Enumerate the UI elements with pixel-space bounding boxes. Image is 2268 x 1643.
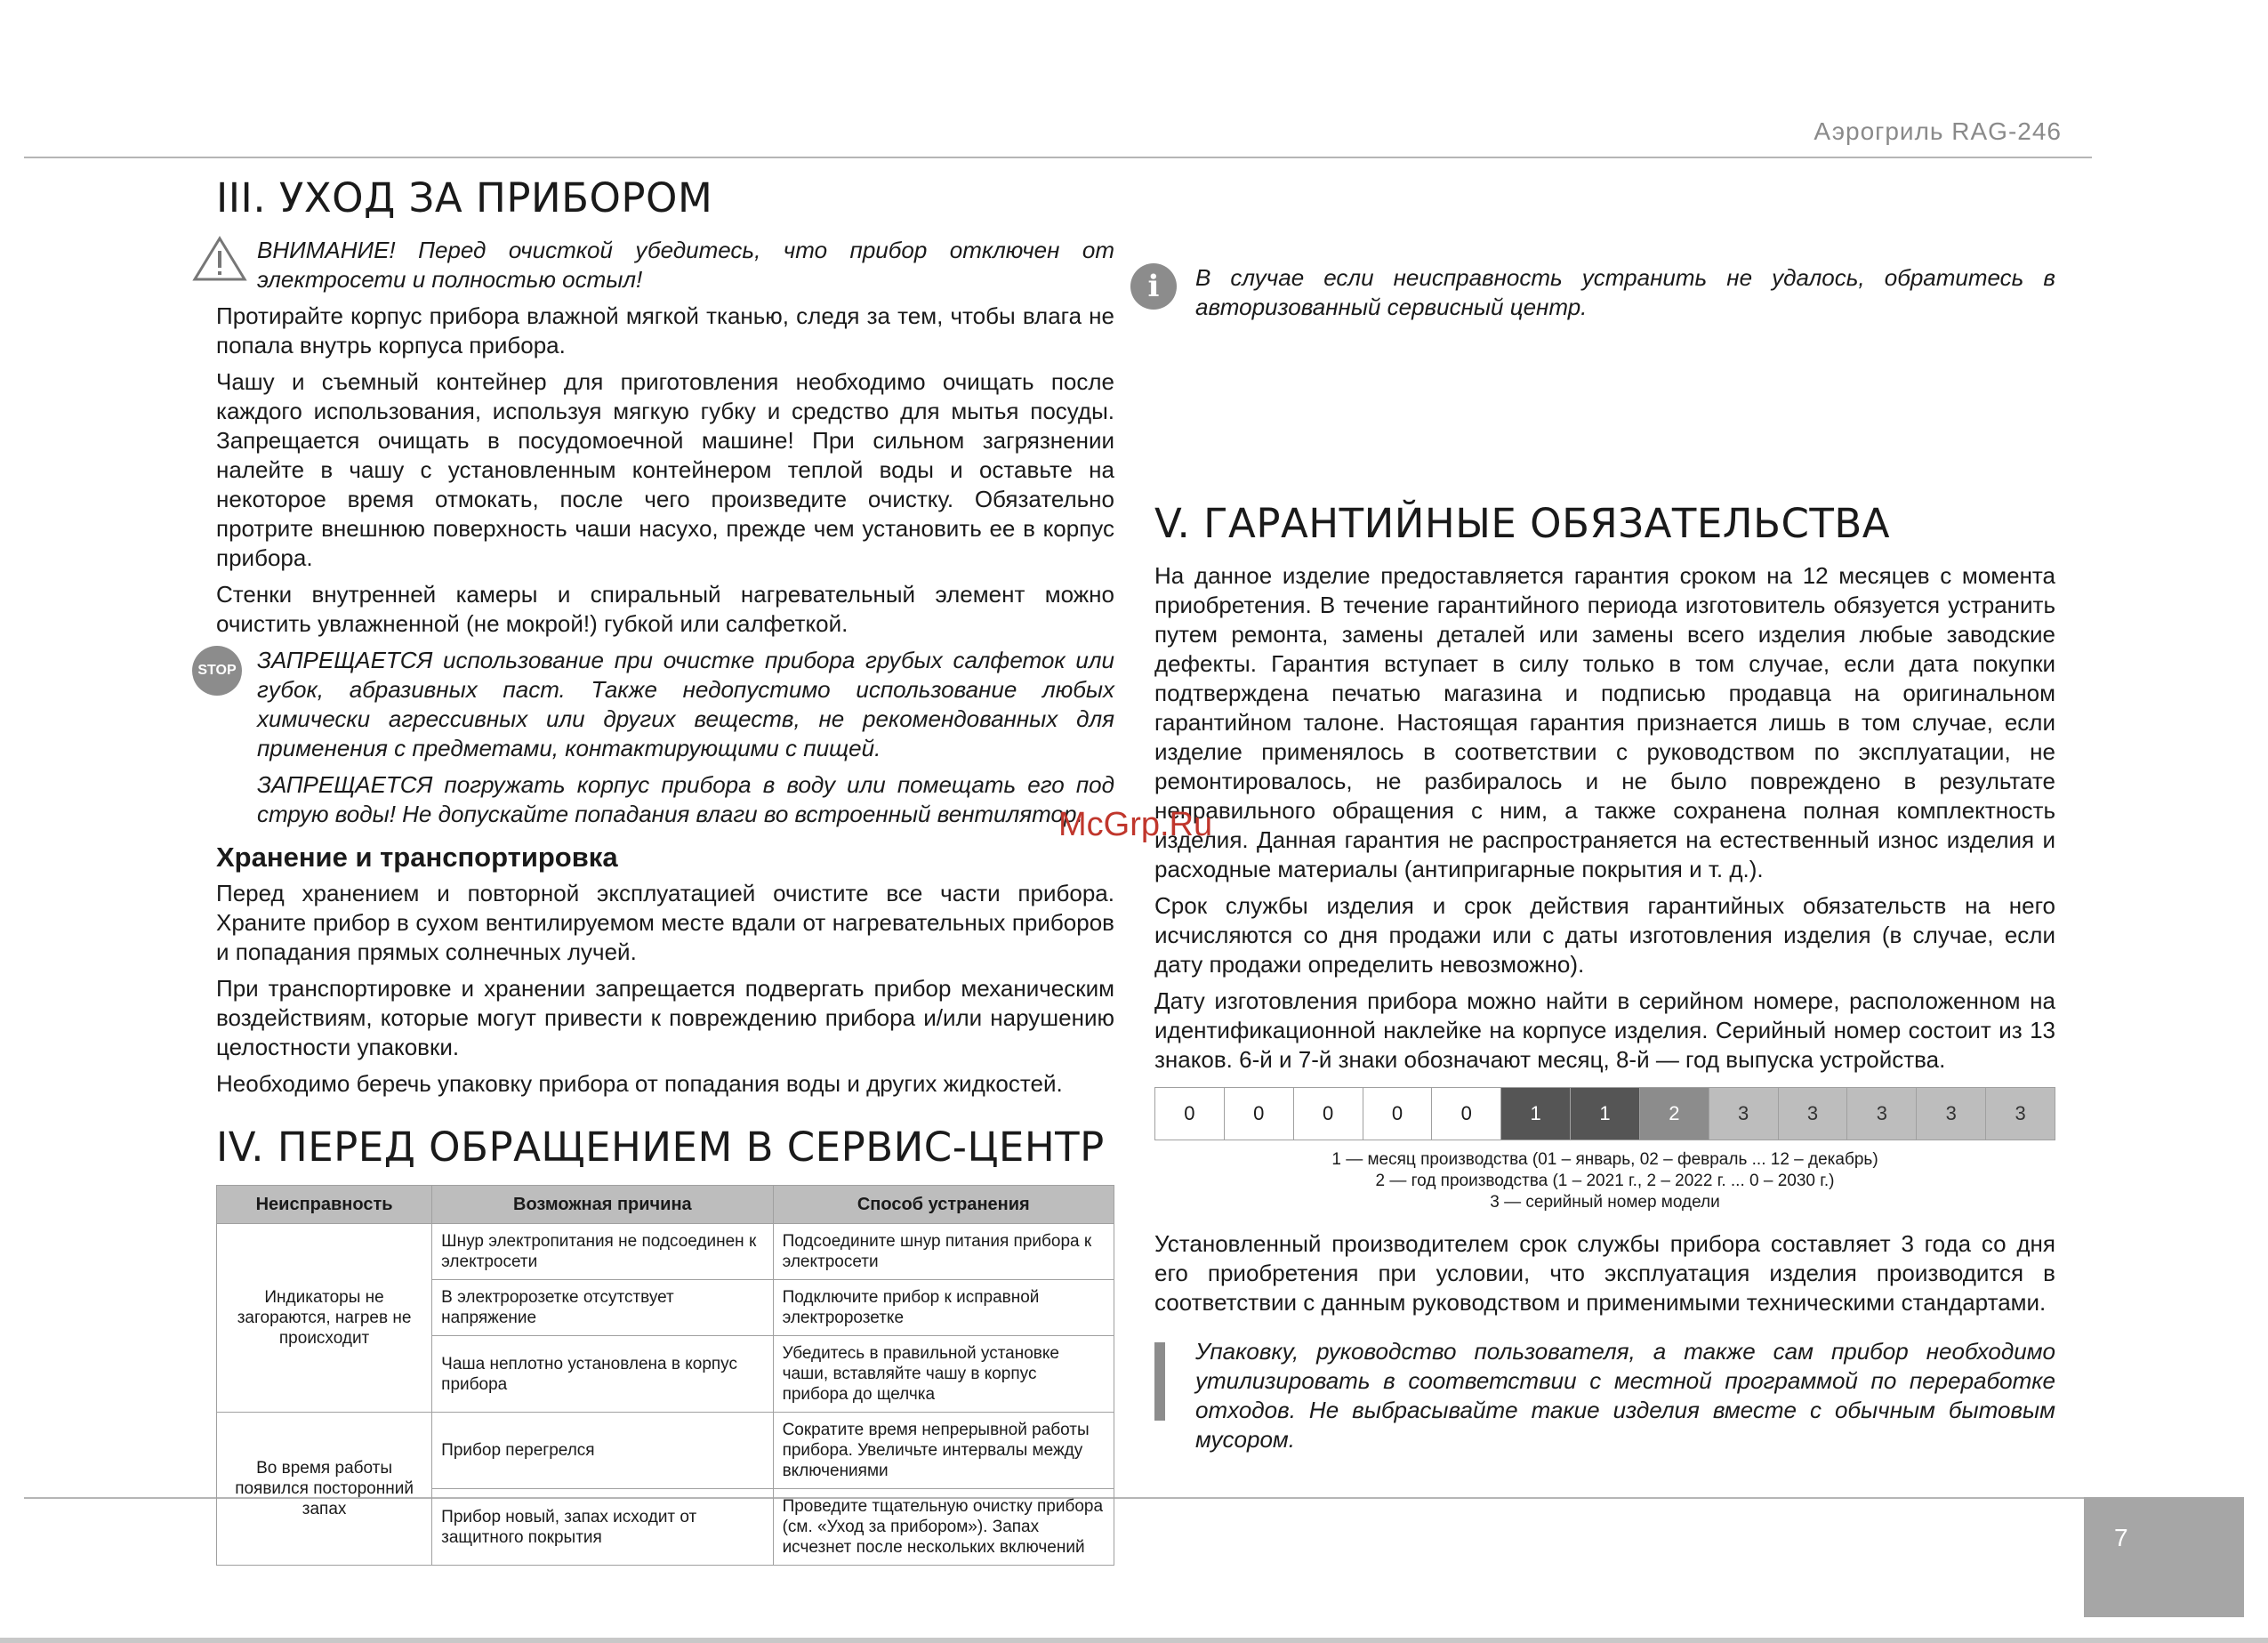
cause-cell: Чаша неплотно установлена в корпус прибора [432,1336,773,1413]
stop-text-1: ЗАПРЕЩАЕТСЯ использование при очистке прибора грубых салфеток или губок, абразивных паст. Также недопустимо использование любых химически агрессивных или других веществ, не рекомендованных для применения с предметами, контактирующими с пищей. [257,647,1114,761]
bottom-border [0,1638,2268,1643]
care-paragraph-2: Чашу и съемный контейнер для приготовления необходимо очищать после каждого использования, используя мягкую губку и средство для мытья посуды. Запрещается очищать в посудомоечной машине! При сильном загрязнении налейте в чашу с установленным контейнером теплой воды и оставьте на некоторое время отмокать, после чего произведите очистку. Обязательно протрите внешнюю поверхность чаши насухо, прежде чем установить ее в корпус прибора. [216,368,1114,571]
table-header: Способ устранения [773,1186,1114,1224]
legend-line: 2 — год производства (1 – 2021 г., 2 – 2022 г. ... 0 – 2030 г.) [1375,1172,1835,1190]
legend-line: 3 — серийный номер модели [1490,1193,1720,1212]
serial-digit-cell: 1 [1571,1088,1640,1140]
stop-icon: STOP [192,646,242,696]
note-bar [1154,1342,1165,1421]
recycle-text: Упаковку, руководство пользователя, а также сам прибор необходимо утилизировать в соответствии с местной программой по переработке отходов. Не выбрасывайте такие изделия вместе с обычным бытовым мусором. [1195,1338,2055,1453]
serial-digit-cell: 3 [1847,1088,1917,1140]
recycle-note [1154,1337,2055,1454]
service-life-paragraph: Установленный производителем срок службы прибора составляет 3 года со дня его приобретения при условии, что эксплуатация изделия производится в соответствии с данным руководством и применимыми техническими стандартами. [1154,1230,2055,1316]
storage-paragraph-1: Перед хранением и повторной эксплуатацией очистите все части прибора. Храните прибор в сухом вентилируемом месте вдали от нагревательных приборов и попадания прямых солнечных лучей. [216,880,1114,965]
storage-title: Хранение и транспортировка [216,842,618,873]
serial-digit-cell: 3 [1917,1088,1986,1140]
section4-title: IV. ПЕРЕД ОБРАЩЕНИЕМ В СЕРВИС-ЦЕНТР [216,1124,1105,1171]
cause-cell: Шнур электропитания не подсоединен к электросети [432,1224,773,1280]
table-header-row [217,1186,1114,1224]
header-rule [24,157,2092,158]
serial-legend [1154,1149,2055,1213]
serial-digit-cell: 0 [1363,1088,1432,1140]
table-row [217,1224,1114,1280]
storage-paragraph-2: При транспортировке и хранении запрещается подвергать прибор механическим воздействиям, которые могут привести к повреждению прибора и/или нарушению целостности упаковки. [216,975,1114,1060]
info-icon: i [1130,263,1177,310]
table-header: Возможная причина [432,1186,773,1224]
fix-cell: Сократите время непрерывной работы прибора. Увеличьте интервалы между включениями [773,1413,1114,1489]
cause-cell: В электророзетке отсутствует напряжение [432,1280,773,1336]
page-number-box [2084,1497,2244,1617]
stop-note [197,646,1114,829]
fix-cell: Проведите тщательную очистку прибора (см. «Уход за прибором»). Запах исчезнет после нескольких включений [773,1489,1114,1566]
serial-digit-cell: 1 [1501,1088,1571,1140]
watermark: McGrp.Ru [1058,806,1213,843]
serial-digit-cell: 2 [1639,1088,1709,1140]
legend-line: 1 — месяц производства (01 – январь, 02 – февраль ... 12 – декабрь) [1331,1150,1878,1169]
serial-digit-cell: 0 [1155,1088,1225,1140]
serial-number-table [1154,1087,2055,1140]
storage-paragraph-3: Необходимо беречь упаковку прибора от попадания воды и других жидкостей. [216,1070,1063,1097]
serial-digit-cell: 0 [1432,1088,1501,1140]
header-title: Аэрогриль RAG-246 [1814,117,2062,145]
fix-cell: Убедитесь в правильной установке чаши, вставляйте чашу в корпус прибора до щелчка [773,1336,1114,1413]
right-column [1147,263,2055,1462]
serial-digit-cell: 0 [1224,1088,1293,1140]
fault-cell: Индикаторы не загораются, нагрев не происходит [217,1224,432,1413]
section3-title: III. УХОД ЗА ПРИБОРОМ [216,174,713,221]
info-note [1147,263,2055,322]
info-text: В случае если неисправность устранить не удалось, обратитесь в авторизованный сервисный центр. [1195,264,2055,320]
left-column [197,174,1114,1566]
cause-cell: Прибор новый, запах исходит от защитного покрытия [432,1489,773,1566]
fix-cell: Подсоедините шнур питания прибора к электросети [773,1224,1114,1280]
serial-row [1155,1088,2055,1140]
section5-title: V. ГАРАНТИЙНЫЕ ОБЯЗАТЕЛЬСТВА [1154,500,1891,547]
stop-text-2: ЗАПРЕЩАЕТСЯ погружать корпус прибора в воду или помещать его под струю воды! Не допускайте попадания влаги во встроенный вентилятор. [257,771,1114,827]
troubleshooting-table [216,1185,1114,1566]
serial-digit-cell: 3 [1709,1088,1778,1140]
serial-digit-cell: 3 [1778,1088,1847,1140]
cause-cell: Прибор перегрелся [432,1413,773,1489]
page-number: 7 [2114,1524,2128,1551]
serial-digit-cell: 3 [1986,1088,2055,1140]
table-header: Неисправность [217,1186,432,1224]
care-paragraph-3: Стенки внутренней камеры и спиральный нагревательный элемент можно очистить увлажненной (не мокрой!) губкой или салфеткой. [216,581,1114,637]
warranty-paragraph-3: Дату изготовления прибора можно найти в серийном номере, расположенном на идентификационной наклейке на корпусе изделия. Серийный номер состоит из 13 знаков. 6-й и 7-й знаки обозначают месяц, 8-й — год выпуска устройства. [1154,987,2055,1073]
warning-triangle-icon [192,236,247,286]
table-row [217,1413,1114,1489]
warning-text: ВНИМАНИЕ! Перед очисткой убедитесь, что прибор отключен от электросети и полностью остыл! [257,237,1114,293]
fix-cell: Подключите прибор к исправной электророзетке [773,1280,1114,1336]
warning-note [216,236,1114,294]
warranty-paragraph-2: Срок службы изделия и срок действия гарантийных обязательств на него исчисляются со дня продажи или с даты изготовления изделия (в случае, если дату продажи определить невозможно). [1154,892,2055,978]
fault-cell: Во время работы появился посторонний запах [217,1413,432,1566]
warranty-paragraph-1: На данное изделие предоставляется гарантия сроком на 12 месяцев с момента приобретения. В течение гарантийного периода изготовитель обязуется устранить путем ремонта, замены деталей или замены всего изделия любые заводские дефекты. Гарантия вступает в силу только в том случае, если дата покупки подтверждена печатью магазина и подписью продавца на оригинальном гарантийном талоне. Настоящая гарантия признается лишь в том случае, если изделие применялось в соответствии с руководством по эксплуатации, не ремонтировалось, не разбиралось и не было повреждено в результате неправильного обращения с ним, а также сохранена полная комплектность изделия. Данная гарантия не распространяется на естественный износ изделия и расходные материалы (антипригарные покрытия и т. д.). [1154,562,2055,882]
serial-digit-cell: 0 [1293,1088,1363,1140]
care-paragraph-1: Протирайте корпус прибора влажной мягкой тканью, следя за тем, чтобы влага не попала внутрь корпуса прибора. [216,302,1114,358]
